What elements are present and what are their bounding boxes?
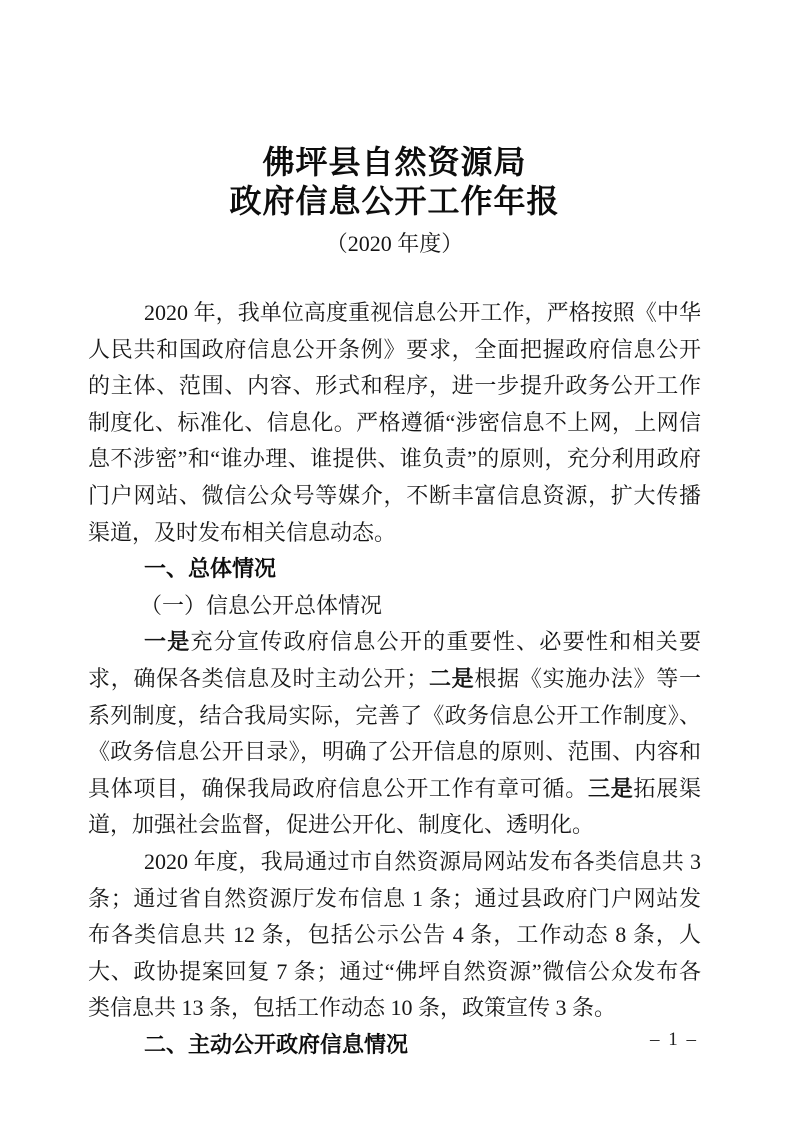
document-title-line-2: 政府信息公开工作年报 [229, 183, 560, 219]
subsection-1-1-heading: （一）信息公开总体情况 [140, 592, 383, 618]
intro-paragraph: 2020 年，我单位高度重视信息公开工作，严格按照《中华人民共和国政府信息公开条例》要求，全面把握政府信息公开的主体、范围、内容、形式和程序，进一步提升政务公开工作制度化、标准化、信息化。严格遵循“涉密信息不上网，上网信息不涉密”和“谁办理、谁提供、谁负责”的原则，充分利用政府门户网站、微信公众号等媒介，不断丰富信息资源，扩大传播渠道，及时发布相关信息动态。 [88, 300, 701, 545]
document-body [88, 295, 701, 1063]
statistics-paragraph: 2020 年度，我局通过市自然资源局网站发布各类信息共 3 条；通过省自然资源厅发布信息 1 条；通过县政府门户网站发布各类信息共 12 条，包括公示公告 4 条，工作动态 8 条，人大、政协提案回复 7 条；通过“佛坪自然资源”微信公众发布各类信息共 13 条，包括工作动态 10 条，政策宣传 3 条。 [88, 848, 701, 1021]
page-number: – 1 – [650, 1029, 698, 1050]
document-title [88, 143, 701, 221]
overview-paragraph: 一是充分宣传政府信息公开的重要性、必要性和相关要求，确保各类信息及时主动公开；二是根据《实施办法》等一系列制度，结合我局实际，完善了《政务信息公开工作制度》、《政务信息公开目录》，明确了公开信息的原则、范围、内容和具体项目，确保我局政府信息公开工作有章可循。三是拓展渠道，加强社会监督，促进公开化、制度化、透明化。 [88, 629, 701, 838]
section-1-heading: 一、总体情况 [144, 556, 277, 582]
section-2-heading: 二、主动公开政府信息情况 [144, 1031, 409, 1057]
document-content [88, 0, 701, 1063]
document-subtitle-period: （2020 年度） [325, 231, 464, 256]
document-title-line-1: 佛坪县自然资源局 [262, 144, 527, 180]
